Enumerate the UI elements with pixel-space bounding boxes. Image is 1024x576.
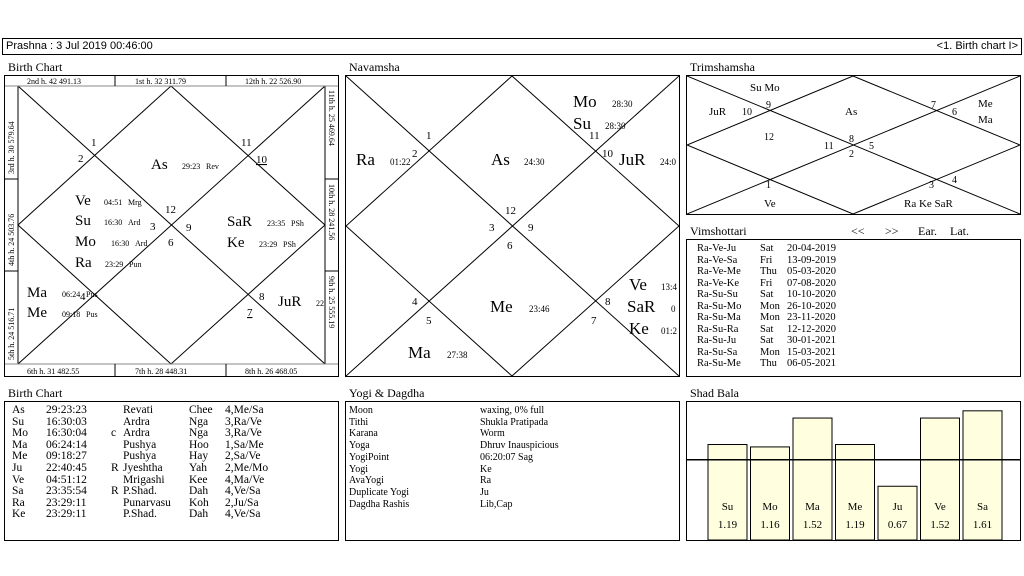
svg-text:23:35: 23:35 (267, 219, 286, 228)
svg-text:16:30: 16:30 (111, 239, 130, 248)
shad-bala-category-label: Mo (762, 501, 778, 513)
svg-text:Pun: Pun (129, 260, 142, 269)
shad-bala-category-label: Su (721, 501, 734, 513)
planet-ma: Ma (978, 114, 993, 126)
dasha-row[interactable]: Ra-Su-Sa Mon 15-03-2021 (697, 346, 836, 358)
dasha-next-button[interactable]: >> (885, 224, 899, 238)
house-number: 9 (766, 100, 771, 111)
planet-sar: SaR (227, 214, 253, 230)
house-number: 6 (507, 240, 513, 252)
dasha-row[interactable]: Ra-Ve-Ke Fri 07-08-2020 (697, 277, 836, 289)
planet-cell-nak: Ardra (123, 427, 150, 440)
planet-cell-lord: 3,Ra/Ve (225, 427, 262, 440)
house-number: 9 (528, 222, 534, 234)
planet-as: As (491, 150, 510, 169)
yogi-row: YogiPoint 06:20:07 Sag (349, 451, 534, 463)
planet-cell-pada: Koh (189, 496, 209, 509)
planet-cell-p: Ke (12, 508, 26, 521)
planet-ma: Ma (27, 285, 47, 301)
svg-text:Ard: Ard (128, 218, 141, 227)
house-number: 7 (591, 315, 597, 327)
svg-text:29:23: 29:23 (182, 162, 201, 171)
house-number: 11 (589, 130, 600, 142)
planet-su: Su (75, 213, 91, 229)
yogi-row: Yoga Dhruv Inauspicious (349, 440, 559, 452)
planet-jur: JuR (709, 106, 727, 118)
svg-text:27:38: 27:38 (447, 350, 468, 360)
planet-cell-lord: 2,Me/Mo (225, 461, 269, 474)
house-number: 1 (766, 180, 771, 191)
house-number: 2 (78, 153, 84, 165)
yogi-row: Tithi Shukla Pratipada (349, 416, 549, 428)
svg-text:04:51: 04:51 (104, 198, 123, 207)
dasha-row[interactable]: Ra-Ve-Ju Sat 20-04-2019 (697, 243, 836, 254)
planet-cell-pada: Nga (189, 415, 209, 428)
planet-cell-deg: 23:29:11 (46, 508, 87, 521)
svg-text:01:22: 01:22 (390, 157, 411, 167)
planet-cell-nak: Punarvasu (123, 496, 171, 509)
planet-position-table (4, 401, 339, 541)
planet-cell-nak: Jyeshtha (123, 461, 163, 474)
house-4-label: 4th h. 24 503.76 (7, 213, 16, 266)
house-number: 4 (412, 296, 418, 308)
svg-text:Ard: Ard (135, 239, 148, 248)
dasha-row[interactable]: Ra-Su-Mo Mon 26-10-2020 (697, 300, 836, 312)
planet-mo: Mo (573, 92, 597, 111)
planet-sar: SaR (627, 297, 656, 316)
house-number: 2 (849, 149, 854, 160)
house-number: 12 (764, 132, 774, 143)
house-number: 3 (489, 222, 495, 234)
planet-cell-deg: 23:35:54 (46, 485, 87, 498)
svg-text:13:4: 13:4 (661, 282, 678, 292)
svg-text:Mrg: Mrg (128, 198, 142, 207)
birth-chart-title: Birth Chart (8, 60, 63, 74)
planet-cell-p: Ra (12, 496, 25, 509)
birth-chart-panel[interactable] (4, 75, 339, 377)
shad-bala-value-label: 0.67 (887, 519, 908, 531)
dasha-row[interactable]: Ra-Su-Ma Mon 23-11-2020 (697, 312, 836, 323)
vimshottari-title: Vimshottari (690, 224, 747, 238)
planet-cell-nak: Pushya (123, 450, 157, 463)
planet-cell-nak: Ardra (123, 415, 150, 428)
house-number: 4 (952, 175, 957, 186)
planet-cell-nak: P.Shad. (123, 485, 157, 498)
house-5-label: 5th h. 24 516.71 (7, 307, 16, 360)
planet-ma: Ma (408, 343, 431, 362)
navamsha-panel[interactable] (345, 75, 680, 377)
trimshamsha-title: Trimshamsha (690, 60, 755, 74)
planet-me: Me (490, 297, 513, 316)
house-6-label: 6th h. 31 482.55 (27, 367, 80, 376)
planet-cell-deg: 16:30:04 (46, 427, 87, 440)
dasha-prev-button[interactable]: << (851, 224, 865, 238)
svg-text:Pus: Pus (86, 310, 98, 319)
planet-ve: Ve (75, 193, 91, 209)
svg-text:Pus: Pus (86, 290, 98, 299)
house-8-label: 8th h. 26 468.05 (245, 367, 298, 376)
birth-chart-planets (27, 157, 324, 321)
planet-ve: Ve (629, 275, 647, 294)
yogi-panel (345, 401, 680, 541)
planet-cell-p: Ju (12, 461, 23, 474)
birth-chart-svg (5, 76, 338, 376)
trimshamsha-svg (687, 76, 1020, 214)
shad-bala-bar-ju (878, 486, 917, 540)
yogi-row: Duplicate Yogi Ju (349, 486, 489, 498)
house-number: 7 (931, 100, 936, 111)
planet-ke: Ke (227, 235, 245, 251)
planet-ra-ke-sar: Ra Ke SaR (904, 198, 953, 210)
house-number: 4 (80, 291, 86, 303)
yogi-row: Dagdha Rashis Lib,Cap (349, 498, 513, 510)
planet-cell-lord: 4,Ma/Ve (225, 473, 265, 486)
planet-cell-pada: Hay (189, 450, 209, 463)
dasha-row[interactable]: Ra-Ve-Sa Fri 13-09-2019 (697, 254, 836, 266)
house-2-label: 2nd h. 42 491.13 (27, 77, 81, 86)
house-number: 6 (952, 107, 957, 118)
planet-ra: Ra (75, 255, 92, 271)
planet-cell-lord: 2,Ju/Sa (225, 496, 259, 509)
chart-selector-button[interactable]: <1. Birth chart I> (936, 40, 1018, 52)
planet-cell-deg: 09:18:27 (46, 450, 87, 463)
svg-text:23:46: 23:46 (529, 304, 550, 314)
dasha-row[interactable]: Ra-Su-Ra Sat 12-12-2020 (697, 323, 836, 335)
ascendant-label: As (845, 106, 858, 118)
svg-text:06:24: 06:24 (62, 290, 81, 299)
planet-cell-r: R (111, 461, 119, 474)
house-number: 12 (505, 205, 516, 217)
planet-cell-p: Ve (12, 473, 25, 486)
svg-text:22: 22 (316, 299, 324, 308)
house-7-label: 7th h. 28 448.31 (135, 367, 188, 376)
svg-text:28:30: 28:30 (605, 121, 626, 131)
planet-cell-pada: Dah (189, 508, 209, 521)
planet-cell-lord: 4,Ve/Sa (225, 508, 261, 521)
planet-table-title: Birth Chart (8, 386, 63, 400)
house-12-label: 12th h. 22 526.90 (245, 77, 302, 86)
planet-cell-p: Su (12, 415, 25, 428)
planet-cell-nak: Pushya (123, 438, 157, 451)
dasha-row[interactable]: Ra-Su-Me Thu 06-05-2021 (697, 358, 836, 369)
planet-cell-r: R (111, 485, 119, 498)
shad-bala-value-label: 1.19 (845, 519, 865, 531)
prashna-label: Prashna : 3 Jul 2019 00:46:00 (6, 40, 153, 52)
navamsha-svg (346, 76, 679, 376)
planet-cell-deg: 16:30:03 (46, 415, 87, 428)
house-number: 5 (426, 315, 432, 327)
shad-bala-title: Shad Bala (690, 386, 739, 400)
house-3-label: 3rd h. 30 579.64 (7, 121, 16, 174)
planet-ve: Ve (764, 198, 776, 210)
yogi-title: Yogi & Dagdha (349, 386, 425, 400)
planet-cell-nak: Mrigashi (123, 473, 165, 486)
house-1-label: 1st h. 32 311.79 (135, 77, 187, 86)
planet-cell-p: Mo (12, 427, 28, 440)
planet-cell-lord: 3,Ra/Ve (225, 415, 262, 428)
yogi-row: Karana Worm (349, 428, 505, 440)
shad-bala-value-label: 1.16 (760, 519, 780, 531)
shad-bala-value-label: 1.19 (717, 519, 738, 531)
planet-cell-deg: 06:24:14 (46, 438, 87, 451)
planet-su-mo: Su Mo (750, 82, 780, 94)
svg-text:23:29: 23:29 (105, 260, 124, 269)
planet-cell-p: Sa (12, 485, 24, 498)
vimshottari-list (686, 239, 1021, 377)
planet-cell-nak: P.Shad. (123, 508, 157, 521)
svg-text:16:30: 16:30 (104, 218, 123, 227)
planet-cell-deg: 29:23:23 (46, 404, 87, 416)
house-10-label: 10th h. 28 241.56 (327, 184, 336, 241)
planet-row (12, 509, 268, 521)
yogi-row: Moon waxing, 0% full (349, 405, 545, 416)
house-number: 3 (150, 221, 156, 233)
svg-text:28:30: 28:30 (612, 99, 633, 109)
shad-bala-value-label: 1.52 (802, 519, 823, 531)
planet-cell-lord: 1,Sa/Me (225, 438, 264, 451)
shad-bala-category-label: Ju (892, 501, 903, 513)
planet-cell-p: Ma (12, 438, 28, 451)
yogi-row: AvaYogi Ra (349, 475, 492, 487)
planet-jur: JuR (278, 294, 302, 310)
planet-me: Me (27, 305, 47, 321)
shad-bala-value-label: 1.61 (972, 519, 993, 531)
shad-bala-chart (687, 402, 1020, 540)
house-number: 6 (168, 237, 174, 249)
trimshamsha-panel[interactable] (686, 75, 1021, 215)
navamsha-title: Navamsha (349, 60, 400, 74)
planet-cell-pada: Dah (189, 485, 209, 498)
svg-text:09:18: 09:18 (62, 310, 81, 319)
planet-cell-pada: Chee (189, 404, 213, 416)
shad-bala-category-label: Ma (805, 501, 820, 513)
house-number: 12 (165, 204, 176, 216)
yogi-row: Yogi Ke (349, 463, 492, 475)
house-number: 8 (259, 291, 265, 303)
house-number: 11 (241, 137, 252, 149)
shad-bala-panel (686, 401, 1021, 541)
planet-jur: JuR (619, 150, 646, 169)
later-button[interactable]: Lat. (950, 224, 969, 238)
planet-cell-deg: 22:40:45 (46, 461, 87, 474)
planet-cell-deg: 04:51:12 (46, 473, 87, 486)
planet-cell-pada: Kee (189, 473, 208, 486)
shad-bala-category-label: Ve (934, 501, 946, 513)
dasha-row[interactable]: Ra-Su-Ju Sat 30-01-2021 (697, 335, 836, 346)
planet-ra: Ra (356, 150, 375, 169)
planet-cell-lord: 2,Sa/Ve (225, 450, 261, 463)
house-number: 8 (849, 134, 854, 145)
planet-me: Me (978, 98, 993, 110)
shad-bala-category-label: Me (847, 501, 863, 513)
house-9-label: 9th h. 25 555.19 (327, 276, 336, 329)
dasha-row[interactable]: Ra-Su-Su Sat 10-10-2020 (697, 289, 836, 300)
house-number: 2 (412, 148, 418, 160)
planet-su: Su (573, 114, 591, 133)
house-number: 8 (605, 296, 611, 308)
planet-cell-lord: 4,Me/Sa (225, 404, 264, 416)
planet-cell-nak: Revati (123, 404, 154, 416)
house-number: 5 (869, 141, 874, 152)
planet-cell-deg: 23:29:11 (46, 496, 87, 509)
svg-text:23:29: 23:29 (259, 240, 278, 249)
svg-text:PSh: PSh (291, 219, 304, 228)
svg-text:24:30: 24:30 (524, 157, 545, 167)
shad-bala-value-label: 1.52 (930, 519, 950, 531)
house-number: 9 (186, 222, 192, 234)
planet-ke: Ke (629, 319, 649, 338)
earlier-button[interactable]: Ear. (918, 224, 937, 238)
dasha-row[interactable]: Ra-Ve-Me Thu 05-03-2020 (697, 266, 836, 277)
house-number: 11 (824, 141, 834, 152)
shad-bala-category-label: Sa (977, 501, 988, 513)
house-number: 10 (256, 154, 267, 166)
planet-as: As (151, 157, 168, 173)
svg-text:Rev: Rev (206, 162, 219, 171)
title-bar (2, 38, 1022, 55)
house-number: 10 (742, 107, 752, 118)
svg-text:PSh: PSh (283, 240, 296, 249)
house-number: 10 (602, 148, 613, 160)
svg-text:01:2: 01:2 (661, 326, 678, 336)
house-number: 1 (426, 130, 432, 142)
planet-cell-p: As (12, 404, 25, 416)
planet-cell-r: c (111, 427, 117, 440)
svg-text:24:0: 24:0 (660, 157, 677, 167)
svg-text:0: 0 (671, 304, 676, 314)
planet-cell-pada: Hoo (189, 438, 209, 451)
planet-cell-pada: Nga (189, 427, 209, 440)
house-number: 1 (91, 137, 97, 149)
planet-mo: Mo (75, 234, 96, 250)
planet-cell-lord: 4,Ve/Sa (225, 485, 261, 498)
planet-cell-pada: Yah (189, 461, 208, 474)
planet-cell-p: Me (12, 450, 28, 463)
house-number: 3 (929, 180, 934, 191)
house-11-label: 11th h. 25 469.64 (327, 90, 336, 146)
house-number: 7 (247, 307, 253, 319)
